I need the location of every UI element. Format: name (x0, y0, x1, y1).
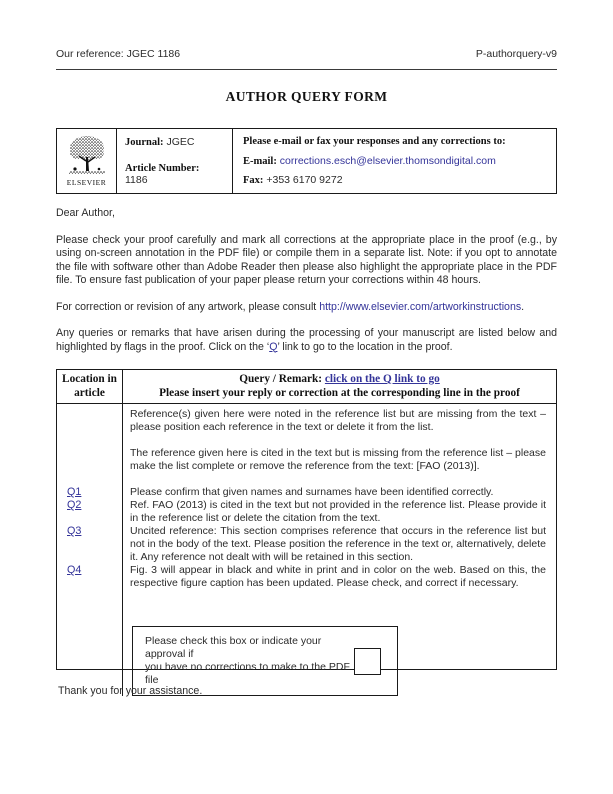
letter-body (56, 207, 557, 354)
location-cell-q3 (57, 525, 123, 564)
article-number-line (125, 162, 224, 186)
contact-cell (233, 129, 556, 193)
journal-info-table (56, 128, 557, 194)
form-version-text: P-authorquery-v9 (475, 48, 557, 60)
q2-link[interactable]: Q2 (67, 499, 82, 511)
query-header-line2: Please insert your reply or correction at the corresponding line in the proof (159, 387, 520, 399)
query-text-q1: Please confirm that given names and surnames have been identified correctly. (130, 486, 494, 498)
location-column-header: Location in article (57, 370, 123, 404)
fax-value: +353 6170 9272 (266, 174, 343, 186)
artwork-text-end: . (521, 300, 525, 313)
contact-heading: Please e-mail or fax your responses and any corrections to: (243, 136, 506, 147)
location-cell-blank-2 (57, 447, 123, 486)
approval-checkbox[interactable] (354, 648, 381, 675)
journal-label: Journal: (125, 137, 164, 148)
artwork-text: For correction or revision of any artwork, please consult (56, 300, 320, 313)
query-header-line1: Query / Remark: click on the Q link to go (239, 373, 440, 385)
location-cell-blank-3 (57, 590, 123, 696)
fax-label: Fax: (243, 175, 264, 186)
page-title: AUTHOR QUERY FORM (225, 89, 388, 104)
q3-link[interactable]: Q3 (67, 525, 82, 537)
query-text-q3: Uncited reference: This section comprises reference that occurs in the reference list but not in the body of the text. Please position the reference in the text or, alternatively, delete it. Any reference not dealt with will be retained in this section. (130, 525, 546, 563)
query-table (56, 369, 557, 686)
top-reference-bar (56, 48, 557, 70)
queries-paragraph (56, 327, 557, 354)
our-reference-text: Our reference: JGEC 1186 (56, 48, 181, 60)
location-cell-blank-1 (57, 404, 123, 447)
elsevier-logo-text: ELSEVIER (66, 178, 107, 187)
thanks-text: Thank you for your assistance. (58, 685, 203, 697)
elsevier-tree-icon (67, 135, 107, 177)
journal-line (125, 136, 224, 148)
intro-paragraph-2: The reference given here is cited in the text but is missing from the reference list – please make the list complete or remove the reference from the text: [FAO (2013)]. (130, 447, 546, 472)
approval-row (123, 590, 556, 696)
proof-instructions-paragraph: Please check your proof carefully and mark all corrections at the appropriate place in the proof (e.g., by using on-screen annotation in the PDF file) or compile them in a separate list. Note: if you opt to annotate the file with software other than Adobe Reader then please also highlight the appropriate place in the PDF file. To ensure fast publication of your paper please return your corrections within 48 hours. (56, 233, 557, 286)
query-text-q4: Fig. 3 will appear in black and white in print and in color on the web. Based on this, the respective figure caption has been updated. Please check, and correct if necessary. (130, 564, 546, 589)
article-number-label: Article Number: (125, 163, 200, 174)
location-cell-q4 (57, 564, 123, 590)
elsevier-logo (57, 129, 117, 193)
salutation: Dear Author, (56, 207, 115, 219)
queries-text-end: ’ link to go to the location in the proof. (277, 340, 453, 353)
journal-cell (117, 129, 233, 193)
location-cell-q2 (57, 499, 123, 525)
artwork-instructions-link[interactable]: http://www.elsevier.com/artworkinstructions (319, 300, 522, 313)
article-number-value: 1186 (125, 174, 148, 186)
email-line (243, 155, 546, 167)
queries-text: Any queries or remarks that have arisen during the processing of your manuscript are listed below and highlighted by flags in the proof. Click on the ‘ (56, 327, 557, 353)
fax-line (243, 174, 546, 186)
artwork-paragraph (56, 301, 557, 315)
q-link-example[interactable]: Q (269, 340, 278, 353)
corrections-email-link[interactable]: corrections.esch@elsevier.thomsondigital.com (279, 154, 496, 167)
location-cell-q1 (57, 486, 123, 499)
approval-label: Please check this box or indicate your approval if you have no corrections to make to the PDF file (145, 635, 350, 686)
intro-paragraph-1: Reference(s) given here were noted in the reference list but are missing from the text – please position each reference in the text or delete it from the list. (130, 408, 546, 433)
email-label: E-mail: (243, 155, 277, 167)
journal-value: JGEC (166, 136, 195, 148)
q4-link[interactable]: Q4 (67, 564, 82, 576)
q1-link[interactable]: Q1 (67, 486, 82, 498)
query-column-header (123, 370, 556, 404)
q-link-header-link[interactable]: click on the Q link to go (324, 373, 440, 385)
query-text-q2: Ref. FAO (2013) is cited in the text but not provided in the reference list. Please provide it in the reference list or delete the citation from the text. (130, 499, 546, 524)
